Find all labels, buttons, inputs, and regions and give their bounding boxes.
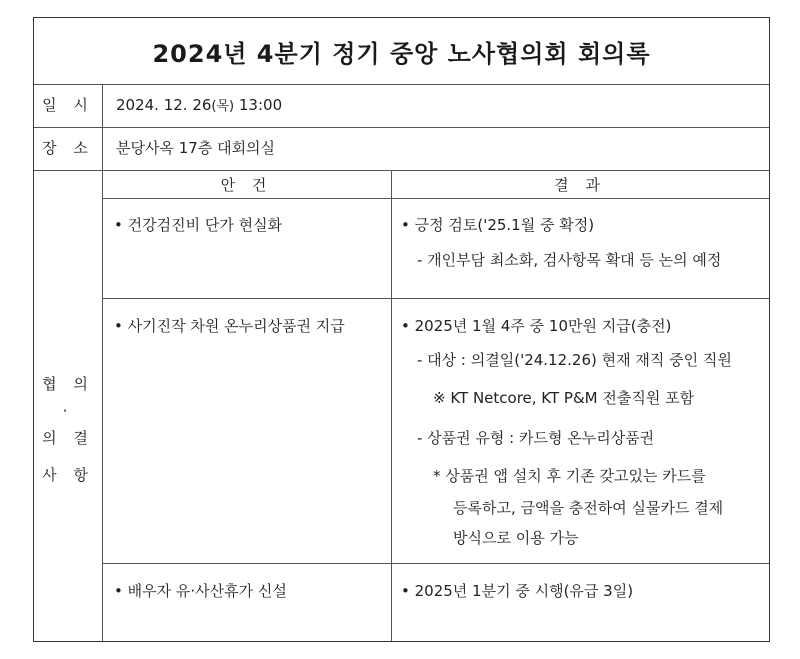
result-line: 방식으로 이용 가능	[453, 529, 579, 547]
datetime-day: (목)	[211, 99, 235, 114]
divider	[102, 84, 103, 641]
document-title: 2024년 4분기 정기 중앙 노사협의회 회의록	[152, 40, 651, 68]
agenda-item-1: • 건강검진비 단가 현실화	[114, 216, 283, 234]
divider	[102, 298, 769, 299]
meeting-minutes-document	[33, 17, 770, 642]
place-label: 장 소	[42, 139, 94, 157]
result-line: - 상품권 유형 : 카드형 온누리상품권	[417, 429, 655, 447]
divider	[34, 170, 769, 171]
section-label-line-4: 사 항	[42, 466, 94, 484]
section-label-line-1: 협 의	[42, 375, 94, 393]
divider	[34, 84, 769, 85]
agenda-header: 안 건	[220, 176, 273, 194]
agenda-item-2: • 사기진작 차원 온누리상품권 지급	[114, 317, 345, 335]
result-header: 결 과	[554, 176, 606, 194]
result-line: ※ KT Netcore, KT P&M 전출직원 포함	[433, 389, 695, 407]
datetime-date: 2024. 12. 26	[116, 96, 212, 114]
result-line: - 개인부담 최소화, 검사항목 확대 등 논의 예정	[417, 251, 722, 269]
section-label-line-2: ·	[62, 402, 74, 420]
result-line: • 2025년 1분기 중 시행(유급 3일)	[401, 582, 634, 600]
datetime-label: 일 시	[42, 96, 94, 114]
datetime-value	[116, 95, 282, 117]
divider	[34, 127, 769, 128]
result-line: • 긍정 검토('25.1월 중 확정)	[401, 216, 595, 234]
result-line: • 2025년 1월 4주 중 10만원 지급(충전)	[401, 317, 672, 335]
agenda-item-3: • 배우자 유·사산휴가 신설	[114, 582, 287, 600]
result-line: - 대상 : 의결일('24.12.26) 현재 재직 중인 직원	[417, 351, 732, 369]
datetime-time: 13:00	[234, 96, 283, 114]
divider	[102, 198, 769, 199]
place-value: 분당사옥 17층 대회의실	[116, 139, 276, 157]
divider	[391, 170, 392, 641]
result-line: * 상품권 앱 설치 후 기존 갖고있는 카드를	[433, 467, 706, 485]
divider	[102, 563, 769, 564]
result-line: 등록하고, 금액을 충전하여 실물카드 결제	[453, 499, 724, 517]
section-label-line-3: 의 결	[42, 429, 94, 447]
